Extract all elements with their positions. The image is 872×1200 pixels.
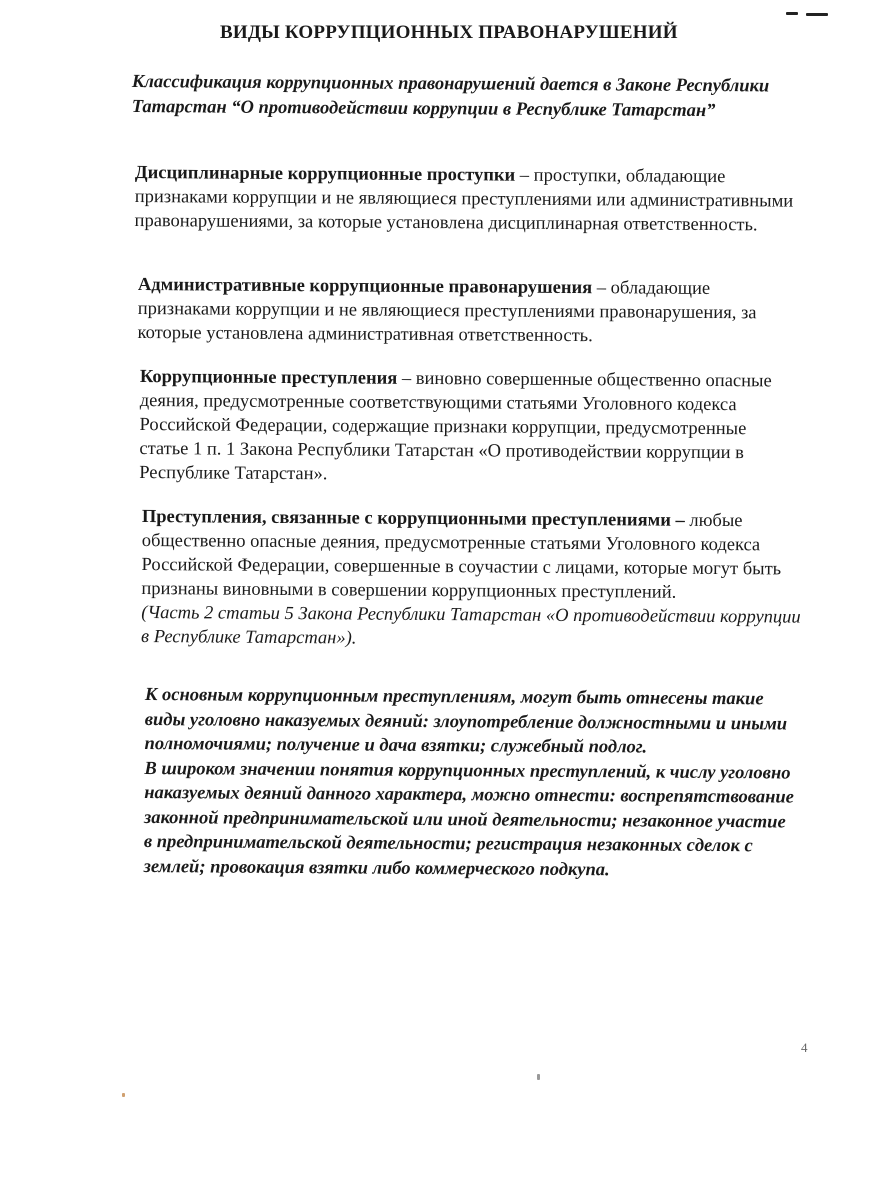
scan-speck — [537, 1074, 540, 1080]
definition-corruption-crimes — [139, 365, 800, 490]
text-disciplinary: – проступки, обладающие признаками коррупции и не являющиеся преступлениями или административными правонарушениями, за которые установлена дисциплинарная ответственность. — [134, 165, 794, 236]
closing-paragraph-broad-sense: В широком значении понятия коррупционных преступлений, к числу уголовно наказуемых деяний данного характера, можно отнести: воспрепятствование законной предпринимательской или иной деятельности; незаконное участие в предпринимательской деятельности; регистрация незаконных сделок с землей; провокация взятки либо коммерческого подкупа. — [143, 758, 794, 880]
definition-administrative — [137, 273, 797, 350]
law-reference: (Часть 2 статьи 5 Закона Республики Татарстан «О противодействии коррупции в Республике Татарстан»). — [141, 602, 801, 649]
text-related-crimes: любые общественно опасные деяния, предусмотренные статьями Уголовного кодекса Российской Федерации, совершенные в соучастии с лицами, которые могут быть признаны виновными в совершении коррупционных преступлений. — [141, 510, 782, 603]
definition-related-crimes — [141, 505, 802, 654]
closing-paragraph-main-crimes: К основным коррупционным преступлениям, могут быть отнесены такие виды уголовно наказуемых деяний: злоупотребление должностными и иными полномочиями; получение и дача взятки; служебный подлог. — [144, 684, 788, 758]
term-disciplinary: Дисциплинарные коррупционные проступки — [134, 162, 516, 186]
term-related-crimes: Преступления, связанные с коррупционными преступлениями – — [141, 506, 685, 531]
scan-speck — [806, 13, 828, 16]
text-corruption-crimes: – виновно совершенные общественно опасные деяния, предусмотренные соответствующими статьями Уголовного кодекса Российской Федерации, содержащие признаки коррупции, предусмотренные статье 1 п. 1 Закона Республики Татарстан «О противодействии коррупции в Республике Татарстан». — [139, 368, 772, 485]
term-corruption-crimes: Коррупционные преступления — [139, 366, 398, 389]
text-administrative: – обладающие признаками коррупции и не являющиеся преступлениями правонарушения, за которые установлена административная ответственность. — [137, 278, 757, 347]
term-administrative: Административные коррупционные правонарушения — [137, 274, 593, 299]
document-subtitle: Классификация коррупционных правонарушений дается в Законе Республики Татарстан “О противодействии коррупции в Республике Татарстан” — [131, 71, 770, 121]
scan-speck — [122, 1093, 125, 1097]
page-title: ВИДЫ КОРРУПЦИОННЫХ ПРАВОНАРУШЕНИЙ — [220, 22, 678, 43]
definition-disciplinary — [134, 161, 794, 238]
scan-speck — [786, 12, 798, 15]
closing-block — [144, 683, 795, 884]
page-number: 4 — [801, 1040, 808, 1055]
